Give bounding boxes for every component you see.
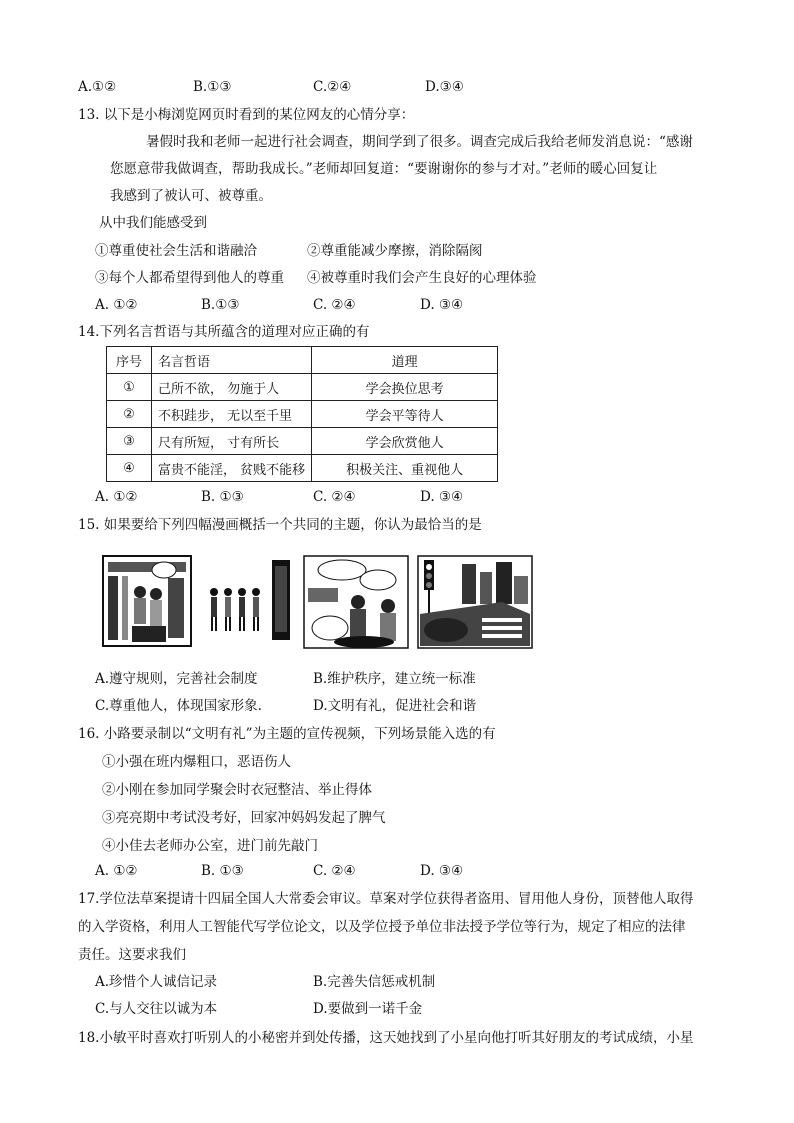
q14-cell-principle: 学会欣赏他人 [312, 428, 498, 455]
q14-option-b: B. ①③ [201, 489, 244, 505]
q14-cell-quote: 己所不欲， 勿施于人 [152, 374, 312, 401]
q14-cell-index: ④ [107, 455, 152, 482]
q14-header-index: 序号 [107, 347, 152, 374]
q16-item-1: ①小强在班内爆粗口，恶语伤人 [102, 754, 291, 770]
q15-option-b: B.维护秩序，建立统一标准 [313, 671, 476, 687]
q17-line-2: 的入学资格，利用人工智能代写学位论文，以及学位授予单位非法授予学位等行为，规定了相应的法律 [78, 919, 686, 935]
q13-quote-line-2: 您愿意带我做调查，帮助我成长。”老师却回复道：“要谢谢你的参与才对。”老师的暖心回复让 [110, 161, 658, 177]
comic-panel-conversation [304, 556, 408, 648]
comic-panel-library [103, 556, 191, 646]
q14-header-quote: 名言哲语 [152, 347, 312, 374]
q14-cell-index: ③ [107, 428, 152, 455]
q13-option-b: B.①③ [201, 297, 240, 313]
q13-item-3: ③每个人都希望得到他人的尊重 [95, 270, 284, 286]
q16-item-3: ③亮亮期中考试没考好，回家冲妈妈发起了脾气 [102, 810, 386, 826]
q13-prompt: 从中我们能感受到 [99, 215, 207, 231]
q15-stem: 15. 如果要给下列四幅漫画概括一个共同的主题，你认为最恰当的是 [78, 517, 482, 533]
q17-option-a: A.珍惜个人诚信记录 [95, 974, 218, 990]
q15-option-d: D.文明有礼，促进社会和谐 [313, 698, 477, 714]
q14-header-principle: 道理 [312, 347, 498, 374]
table-row [107, 428, 498, 455]
q14-cell-principle: 学会换位思考 [312, 374, 498, 401]
q17-option-d: D.要做到一诺千金 [313, 1001, 423, 1017]
comic-panel-traffic [418, 556, 532, 648]
q14-option-a: A. ①② [95, 489, 138, 505]
q16-option-b: B. ①③ [201, 863, 244, 879]
q14-cell-principle: 积极关注、重视他人 [312, 455, 498, 482]
q14-cell-quote: 富贵不能淫， 贫贱不能移 [152, 455, 312, 482]
q16-option-a: A. ①② [95, 863, 138, 879]
q13-item-1: ①尊重使社会生活和谐融洽 [95, 243, 257, 259]
table-row [107, 401, 498, 428]
q12-option-d: D.③④ [425, 79, 464, 95]
q13-quote-line-1: 暑假时我和老师一起进行社会调查，期间学到了很多。调查完成后我给老师发消息说：“感谢 [146, 134, 693, 150]
q14-cell-principle: 学会平等待人 [312, 401, 498, 428]
q14-cell-index: ② [107, 401, 152, 428]
q16-item-4: ④小佳去老师办公室，进门前先敲门 [102, 838, 318, 854]
q17-option-b: B.完善失信惩戒机制 [313, 974, 436, 990]
q15-comics-strip [102, 554, 534, 650]
comic-panel-queue [210, 560, 290, 640]
q12-option-c: C.②④ [313, 79, 352, 95]
q13-option-d: D. ③④ [420, 297, 464, 313]
q14-stem: 14.下列名言哲语与其所蕴含的道理对应正确的有 [78, 324, 370, 340]
q14-option-c: C. ②④ [313, 489, 356, 505]
q14-cell-index: ① [107, 374, 152, 401]
q17-option-c: C.与人交往以诚为本 [95, 1001, 218, 1017]
q16-item-2: ②小刚在参加同学聚会时衣冠整洁、举止得体 [102, 782, 372, 798]
q13-item-4: ④被尊重时我们会产生良好的心理体验 [307, 270, 537, 286]
q18-line-1: 18.小敏平时喜欢打听别人的小秘密并到处传播，这天她找到了小星向他打听其好朋友的考试成绩，小星 [78, 1030, 694, 1046]
q14-option-d: D. ③④ [420, 489, 464, 505]
q14-cell-quote: 尺有所短， 寸有所长 [152, 428, 312, 455]
q14-table [106, 346, 498, 482]
q16-stem: 16. 小路要录制以“文明有礼”为主题的宣传视频，下列场景能入选的有 [78, 726, 496, 742]
q17-line-1: 17.学位法草案提请十四届全国人大常委会审议。草案对学位获得者盗用、冒用他人身份，顶替他人取得 [78, 891, 694, 907]
q13-option-a: A. ①② [95, 297, 138, 313]
q17-line-3: 责任。这要求我们 [78, 947, 186, 963]
q12-option-a: A.①② [78, 79, 117, 95]
q13-quote-line-3: 我感到了被认可、被尊重。 [110, 188, 272, 204]
q13-stem: 13. 以下是小梅浏览网页时看到的某位网友的心情分享： [78, 107, 415, 123]
table-row [107, 455, 498, 482]
q14-cell-quote: 不积跬步， 无以至千里 [152, 401, 312, 428]
q13-option-c: C. ②④ [313, 297, 356, 313]
q12-option-b: B.①③ [193, 79, 232, 95]
table-row [107, 374, 498, 401]
q14-header-row [107, 347, 498, 374]
q15-option-a: A.遵守规则，完善社会制度 [95, 671, 258, 687]
q16-option-d: D. ③④ [420, 863, 464, 879]
q15-option-c: C.尊重他人，体现国家形象. [95, 698, 262, 714]
q16-option-c: C. ②④ [313, 863, 356, 879]
q13-item-2: ②尊重能减少摩擦，消除隔阂 [307, 243, 483, 259]
